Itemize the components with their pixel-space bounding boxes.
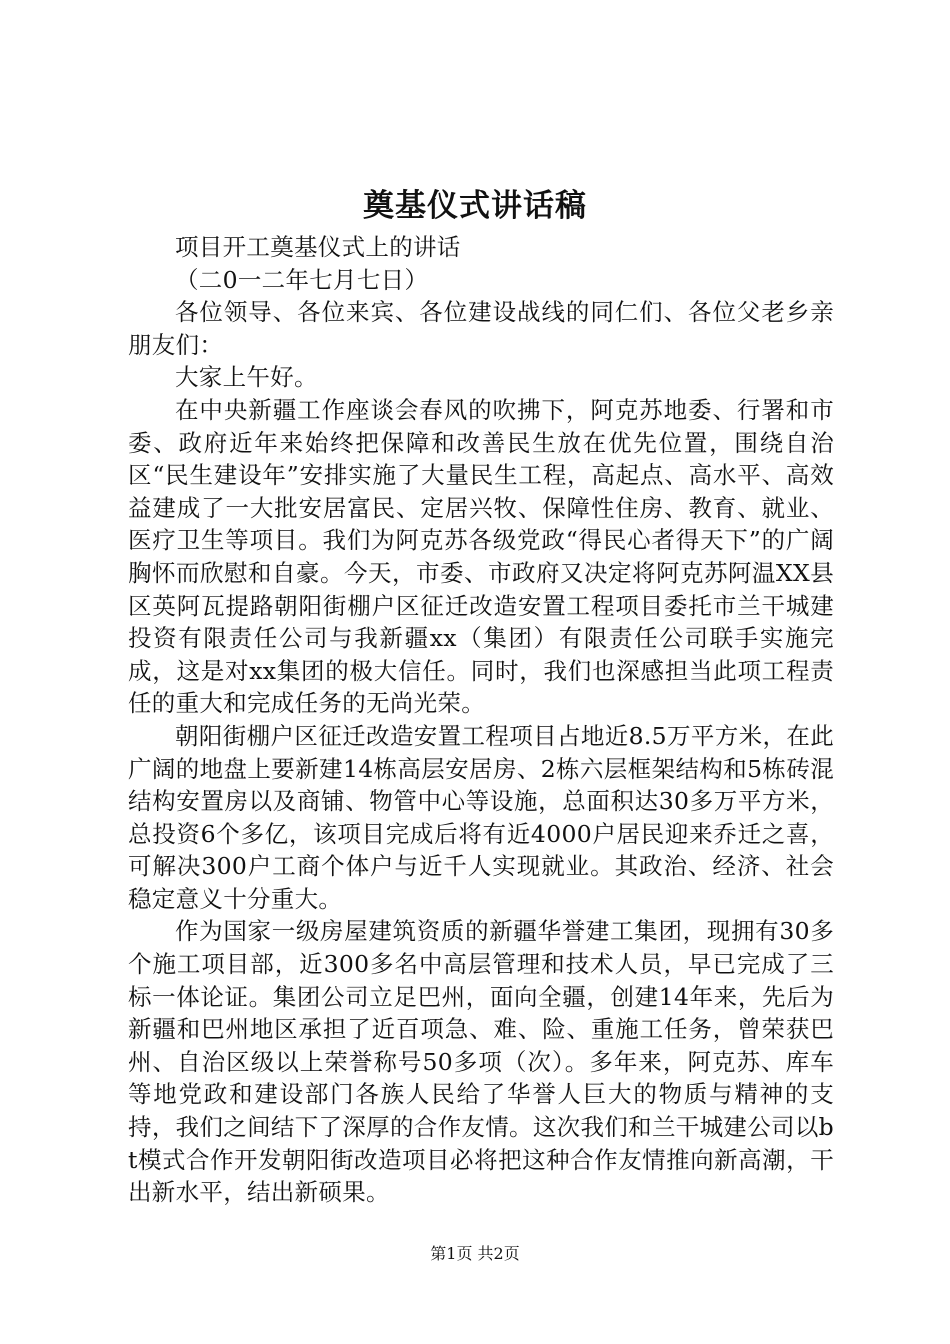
- page-number: 第1页 共2页: [430, 1244, 520, 1263]
- document-body: [128, 231, 834, 1209]
- salutation-paragraph: 各位领导、各位来宾、各位建设战线的同仁们、各位父老乡亲朋友们：: [128, 298, 834, 359]
- speech-date: （二0一二年七月七日）: [175, 265, 429, 294]
- body-paragraph: 作为国家一级房屋建筑资质的新疆华誉建工集团，现拥有30多个施工项目部，近300多名中高层管理和技术人员，早已完成了三标一体论证。集团公司立足巴州，面向全疆，创建14年来，先后为新疆和巴州地区承担了近百项急、难、险、重施工任务，曾荣获巴州、自治区级以上荣誉称号50多项（次）。多年来，阿克苏、库车等地党政和建设部门各族人民给了华誉人巨大的物质与精神的支持，我们之间结下了深厚的合作友情。这次我们和兰干城建公司以bt模式合作开发朝阳街改造项目必将把这种合作友情推向新高潮，干出新水平，结出新硕果。: [128, 917, 834, 1207]
- document-title: 奠基仪式讲话稿: [363, 188, 587, 224]
- speech-heading: 项目开工奠基仪式上的讲话: [175, 233, 461, 261]
- greeting-paragraph: 大家上午好。: [175, 363, 318, 392]
- body-paragraph: 朝阳街棚户区征迁改造安置工程项目占地近8.5万平方米，在此广阔的地盘上要新建14栋高层安居房、2栋六层框架结构和5栋砖混结构安置房以及商铺、物管中心等设施，总面积达30多万平方米，总投资6个多亿，该项目完成后将有近4000户居民迎来乔迁之喜，可解决300户工商个体户与近千人实现就业。其政治、经济、社会稳定意义十分重大。: [128, 721, 834, 913]
- body-paragraph: 在中央新疆工作座谈会春风的吹拂下，阿克苏地委、行署和市委、政府近年来始终把保障和改善民生放在优先位置，围绕自治区“民生建设年”安排实施了大量民生工程，高起点、高水平、高效益建成了一大批安居富民、定居兴牧、保障性住房、教育、就业、医疗卫生等项目。我们为阿克苏各级党政“得民心者得天下”的广阔胸怀而欣慰和自豪。今天，市委、市政府又决定将阿克苏阿温XX县区英阿瓦提路朝阳街棚户区征迁改造安置工程项目委托市兰干城建投资有限责任公司与我新疆xx（集团）有限责任公司联手实施完成，这是对xx集团的极大信任。同时，我们也深感担当此项工程责任的重大和完成任务的无尚光荣。: [128, 395, 834, 718]
